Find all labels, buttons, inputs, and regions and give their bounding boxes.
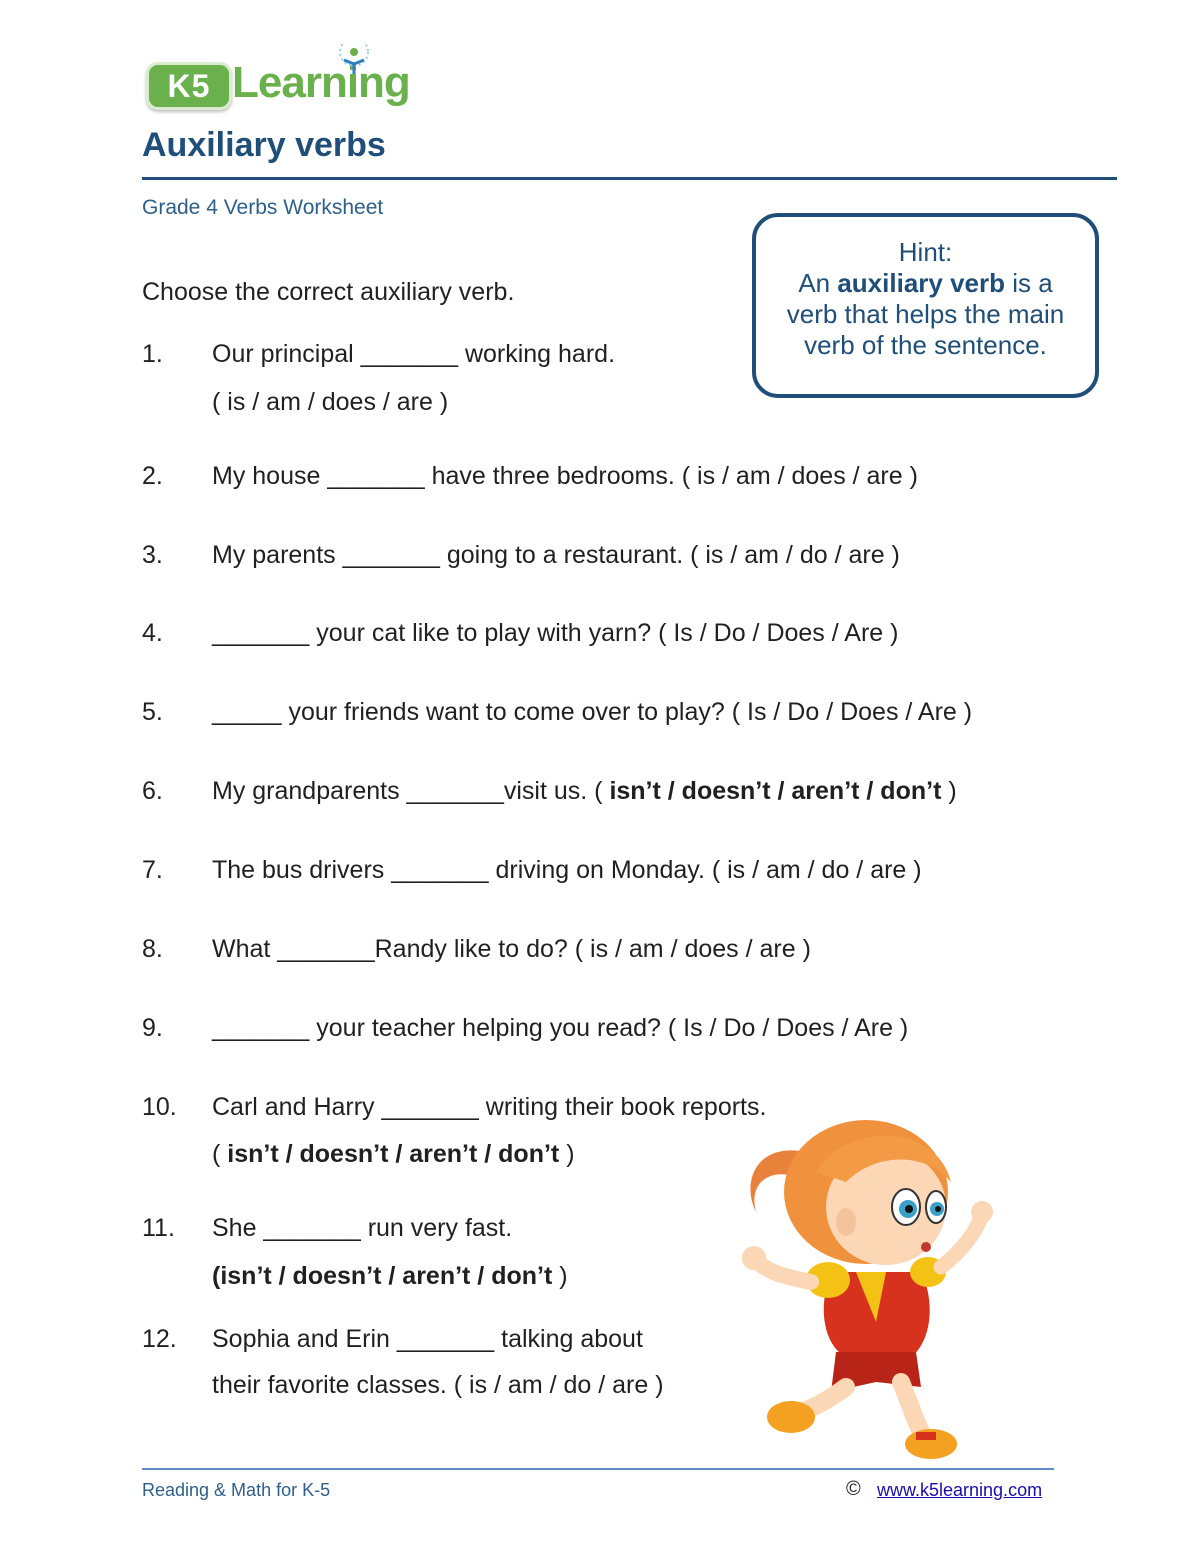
footer-divider (142, 1468, 1054, 1470)
question-number: 3. (142, 541, 163, 569)
question-options-bold: isn’t / doesn’t / aren’t / don’t (220, 1262, 553, 1290)
logo-person-icon (334, 44, 374, 84)
question-text-continued: their favorite classes. ( is / am / do / are ) (212, 1371, 664, 1399)
question-options-open: ( (212, 1140, 228, 1168)
question-number: 6. (142, 777, 163, 805)
hint-box (752, 213, 1099, 398)
hint-line-1 (756, 268, 1095, 299)
question-text: The bus drivers _______ driving on Monday. ( is / am / do / are ) (212, 856, 922, 884)
question-text-main: My grandparents _______visit us. ( (212, 777, 610, 805)
question-text: _______ your teacher helping you read? ( Is / Do / Does / Are ) (212, 1014, 909, 1042)
hint-term: auxiliary verb (837, 268, 1005, 298)
question-text: _______ your cat like to play with yarn? ( Is / Do / Does / Are ) (212, 619, 899, 647)
question-options-open: ( (212, 1262, 221, 1290)
question-number: 9. (142, 1014, 163, 1042)
k5-learning-logo (146, 52, 410, 108)
question-number: 10. (142, 1093, 177, 1121)
hint-line-1-pre: An (798, 268, 838, 298)
question-options: ( is / am / does / are ) (212, 388, 449, 416)
question-text: Carl and Harry _______ writing their book reports. (212, 1093, 767, 1121)
question-number: 7. (142, 856, 163, 884)
page-title: Auxiliary verbs (142, 126, 386, 164)
copyright-symbol: © (846, 1478, 861, 1500)
hint-line-2: verb that helps the main (786, 299, 1065, 329)
question-number: 12. (142, 1325, 177, 1353)
logo-wordmark: Learning (232, 58, 410, 107)
question-text: Sophia and Erin _______ talking about (212, 1325, 643, 1353)
question-options-close: ) (559, 1140, 575, 1168)
logo-badge (146, 62, 232, 110)
question-text: _____ your friends want to come over to play? ( Is / Do / Does / Are ) (212, 698, 973, 726)
footer-website-link[interactable]: www.k5learning.com (877, 1480, 1043, 1500)
question-text: My house _______ have three bedrooms. ( is / am / does / are ) (212, 462, 918, 490)
question-text: What _______Randy like to do? ( is / am / does / are ) (212, 935, 811, 963)
question-text: She _______ run very fast. (212, 1214, 513, 1242)
logo-badge-text: K5 (167, 68, 211, 104)
question-number: 4. (142, 619, 163, 647)
question-number: 11. (142, 1214, 175, 1242)
question-number: 8. (142, 935, 163, 963)
running-girl-illustration (736, 1112, 998, 1464)
question-number: 5. (142, 698, 163, 726)
question-number: 1. (142, 340, 163, 368)
question-text: My parents _______ going to a restaurant. ( is / am / do / are ) (212, 541, 900, 569)
question-options (212, 1140, 575, 1169)
question-options-close: ) (941, 777, 957, 805)
question-options-close: ) (552, 1262, 568, 1290)
instructions: Choose the correct auxiliary verb. (142, 278, 515, 306)
question-options (212, 1262, 568, 1291)
question-text: Our principal _______ working hard. (212, 340, 616, 368)
question-text (212, 777, 957, 806)
hint-line-3: verb of the sentence. (804, 330, 1047, 360)
hint-heading: Hint: (898, 237, 953, 267)
question-options-bold: isn’t / doesn’t / aren’t / don’t (609, 777, 942, 805)
title-divider (142, 177, 1117, 180)
hint-line-1-post: is a (1005, 268, 1053, 298)
footer-tagline: Reading & Math for K-5 (142, 1480, 331, 1500)
page-subtitle: Grade 4 Verbs Worksheet (142, 196, 384, 219)
question-number: 2. (142, 462, 163, 490)
question-options-bold: isn’t / doesn’t / aren’t / don’t (227, 1140, 560, 1168)
